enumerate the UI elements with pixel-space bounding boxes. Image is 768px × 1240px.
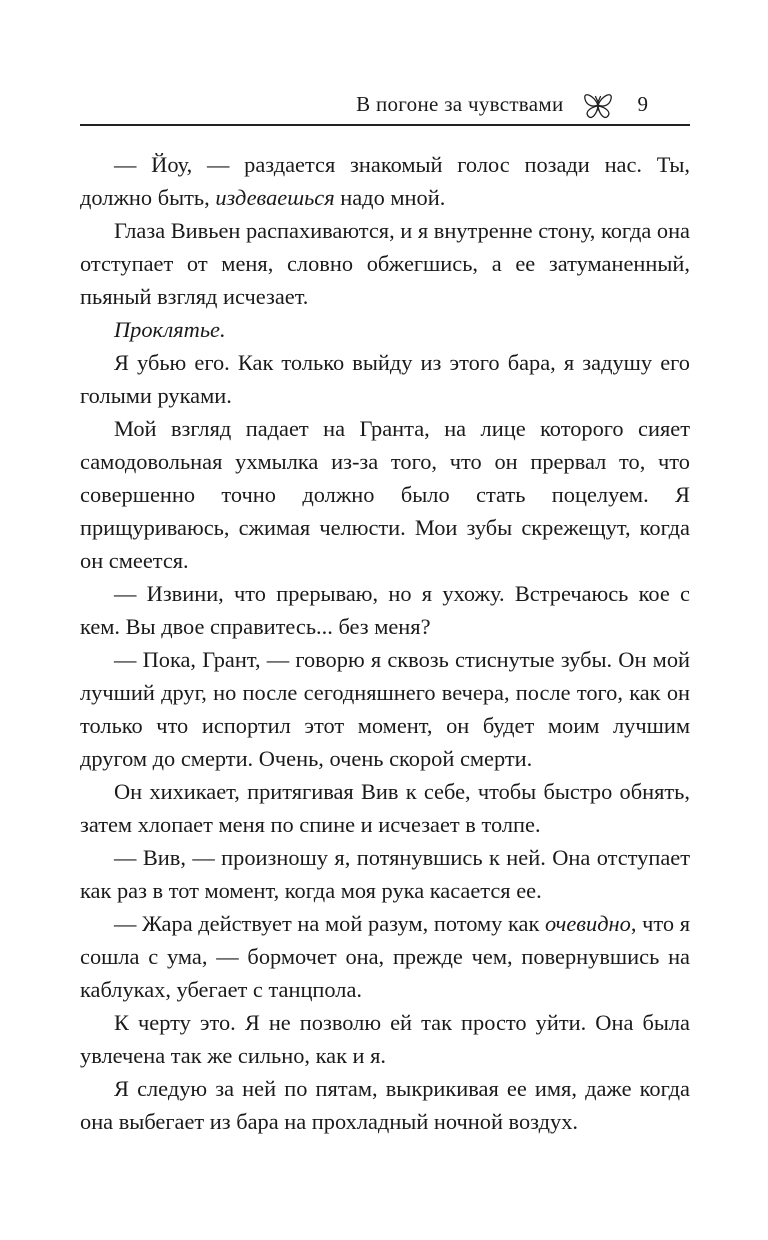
paragraph [80,577,690,643]
text-run: — Вив, — произношу я, потянувшись к ней. Она отступает как раз в тот момент, когда моя рука касается ее. [80,845,690,903]
text-run: — Пока, Грант, — говорю я сквозь стиснутые зубы. Он мой лучший друг, но после сегодняшнего вечера, после того, как он только что испортил этот момент, он будет моим лучшим другом до смерти. Очень, очень скорой смерти. [80,647,690,771]
page-body [80,148,690,1138]
italic-text-run: Проклятье. [114,317,226,342]
text-run: надо мной. [334,185,446,210]
text-run: , что я сошла с ума, — бормочет она, прежде чем, повернувшись на каблуках, убегает с танцпола. [80,911,690,1002]
text-run: — Йоу, — раздается знакомый голос позади нас. Ты, должно быть, [80,152,690,210]
text-run: Я следую за ней по пятам, выкрикивая ее имя, даже когда она выбегает из бара на прохладный ночной воздух. [80,1076,690,1134]
paragraph [80,841,690,907]
paragraph [80,643,690,775]
text-run: — Жара действует на мой разум, потому как [114,911,546,936]
header-rule [80,124,690,126]
paragraph [80,214,690,313]
italic-text-run: очевидно [545,911,631,936]
paragraph [80,907,690,1006]
text-run: К черту это. Я не позволю ей так просто уйти. Она была увлечена так же сильно, как и я. [80,1010,690,1068]
text-run: — Извини, что прерываю, но я ухожу. Встречаюсь кое с кем. Вы двое справитесь... без меня? [80,581,690,639]
text-run: Он хихикает, притягивая Вив к себе, чтобы быстро обнять, затем хлопает меня по спине и исчезает в толпе. [80,779,690,837]
text-run: Глаза Вивьен распахиваются, и я внутренне стону, когда она отступает от меня, словно обжегшись, а ее затуманенный, пьяный взгляд исчезает. [80,218,690,309]
paragraph [80,148,690,214]
paragraph [80,775,690,841]
paragraph [80,313,690,346]
page-number: 9 [637,92,648,116]
running-title: В погоне за чувствами [356,92,564,116]
text-run: Я убью его. Как только выйду из этого бара, я задушу его голыми руками. [80,350,690,408]
page-header [80,86,690,116]
text-run: Мой взгляд падает на Гранта, на лице которого сияет самодовольная ухмылка из-за того, что он прервал то, что совершенно точно должно было стать поцелуем. Я прищуриваюсь, сжимая челюсти. Мои зубы скрежещут, когда он смеется. [80,416,690,573]
butterfly-icon [580,90,616,120]
paragraph [80,346,690,412]
paragraph [80,1006,690,1072]
italic-text-run: издеваешься [215,185,335,210]
paragraph [80,412,690,577]
paragraph [80,1072,690,1138]
